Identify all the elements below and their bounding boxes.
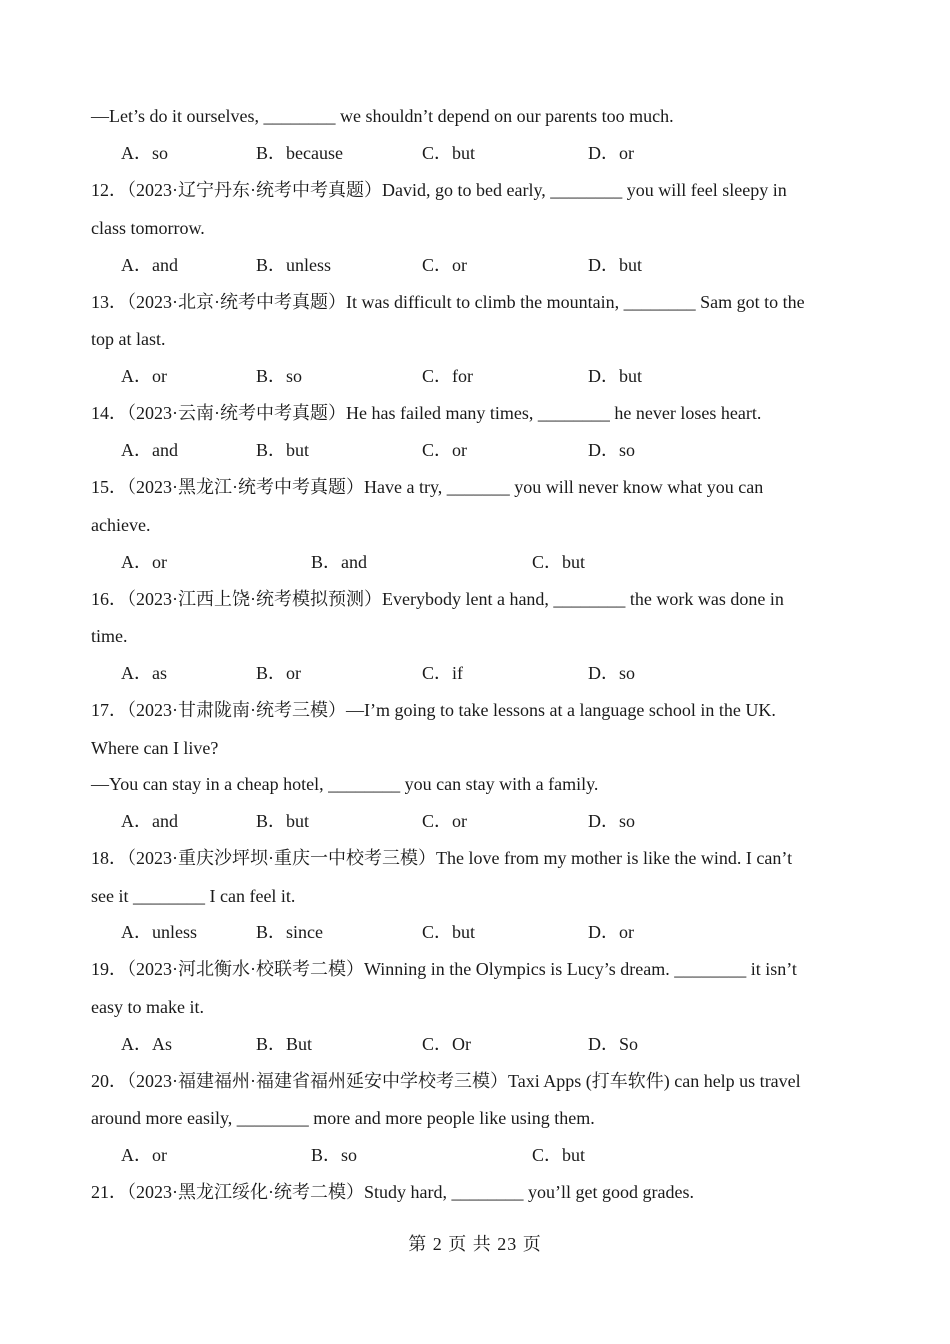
page-number-footer: 第 2 页 共 23 页 bbox=[408, 1234, 542, 1254]
option-b: B．and bbox=[311, 552, 367, 572]
option-c: C．but bbox=[422, 922, 476, 942]
option-c: C．but bbox=[422, 143, 476, 163]
option-c: C．or bbox=[422, 255, 467, 275]
option-a: A．and bbox=[121, 811, 178, 831]
option-c: C．but bbox=[532, 1145, 586, 1165]
option-b: B．since bbox=[256, 922, 323, 942]
option-c: C．Or bbox=[422, 1034, 471, 1054]
option-c: C．for bbox=[422, 366, 473, 386]
question-20-stem: 20．（2023·福建福州·福建省福州延安中学校考三模）Taxi Apps (打车软件) can help us travel bbox=[91, 1071, 801, 1091]
option-d: D．but bbox=[588, 255, 642, 275]
question-19-stem-cont: easy to make it. bbox=[91, 997, 204, 1017]
question-13-stem-cont: top at last. bbox=[91, 329, 166, 349]
question-21-stem: 21．（2023·黑龙江绥化·统考二模）Study hard, ________ you’ll get good grades. bbox=[91, 1182, 694, 1202]
option-a: A．or bbox=[121, 552, 167, 572]
option-a: A．and bbox=[121, 255, 178, 275]
question-15-stem-cont: achieve. bbox=[91, 515, 151, 535]
option-c: C．if bbox=[422, 663, 464, 683]
option-b: B．or bbox=[256, 663, 301, 683]
option-a: A．as bbox=[121, 663, 167, 683]
option-d: D．So bbox=[588, 1034, 639, 1054]
option-a: A．so bbox=[121, 143, 169, 163]
option-b: B．because bbox=[256, 143, 343, 163]
option-d: D．but bbox=[588, 366, 642, 386]
option-a: A．As bbox=[121, 1034, 173, 1054]
option-d: D．or bbox=[588, 143, 634, 163]
option-b: B．unless bbox=[256, 255, 332, 275]
option-a: A．or bbox=[121, 366, 167, 386]
question-12-stem-cont: class tomorrow. bbox=[91, 218, 205, 238]
option-c: C．or bbox=[422, 811, 467, 831]
question-17-stem: 17．（2023·甘肃陇南·统考三模）—I’m going to take lessons at a language school in the UK. bbox=[91, 700, 776, 720]
option-b: B．so bbox=[311, 1145, 358, 1165]
question-16-stem: 16．（2023·江西上饶·统考模拟预测）Everybody lent a hand, ________ the work was done in bbox=[91, 589, 784, 609]
question-19-stem: 19．（2023·河北衡水·校联考二模）Winning in the Olympics is Lucy’s dream. ________ it isn’t bbox=[91, 959, 797, 979]
question-15-stem: 15．（2023·黑龙江·统考中考真题）Have a try, _______ you will never know what you can bbox=[91, 477, 764, 497]
question-18-stem: 18．（2023·重庆沙坪坝·重庆一中校考三模）The love from my mother is like the wind. I can’t bbox=[91, 848, 793, 868]
option-d: D．so bbox=[588, 811, 636, 831]
question-14-stem: 14．（2023·云南·统考中考真题）He has failed many times, ________ he never loses heart. bbox=[91, 403, 762, 423]
option-b: B．But bbox=[256, 1034, 313, 1054]
question-11-dialogue: —Let’s do it ourselves, ________ we shouldn’t depend on our parents too much. bbox=[91, 106, 674, 126]
option-c: C．but bbox=[532, 552, 586, 572]
option-b: B．so bbox=[256, 366, 303, 386]
question-18-stem-cont: see it ________ I can feel it. bbox=[91, 886, 296, 906]
question-20-stem-cont: around more easily, ________ more and more people like using them. bbox=[91, 1108, 595, 1128]
option-c: C．or bbox=[422, 440, 467, 460]
question-12-stem: 12．（2023·辽宁丹东·统考中考真题）David, go to bed early, ________ you will feel sleepy in bbox=[91, 180, 787, 200]
option-a: A．and bbox=[121, 440, 178, 460]
option-b: B．but bbox=[256, 440, 310, 460]
option-d: D．so bbox=[588, 663, 636, 683]
question-13-stem: 13．（2023·北京·统考中考真题）It was difficult to climb the mountain, ________ Sam got to the bbox=[91, 292, 805, 312]
option-d: D．so bbox=[588, 440, 636, 460]
option-d: D．or bbox=[588, 922, 634, 942]
question-17-reply: —You can stay in a cheap hotel, ________ you can stay with a family. bbox=[91, 774, 599, 794]
question-16-stem-cont: time. bbox=[91, 626, 128, 646]
option-b: B．but bbox=[256, 811, 310, 831]
option-a: A．unless bbox=[121, 922, 197, 942]
question-17-stem-cont: Where can I live? bbox=[91, 738, 219, 758]
option-a: A．or bbox=[121, 1145, 167, 1165]
